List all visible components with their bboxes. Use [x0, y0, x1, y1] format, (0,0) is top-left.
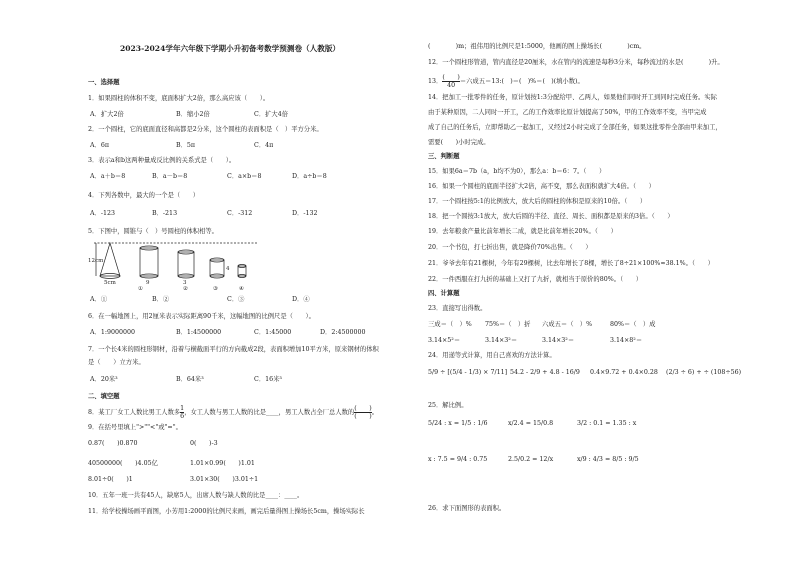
- q23-item-3: 六成五＝（ ）%: [542, 321, 593, 328]
- q13-fraction: $\frac{( )}{40}$: [442, 74, 460, 89]
- fig-label-diameter: 5cm: [104, 280, 116, 286]
- fig-num-4: ④: [239, 286, 244, 292]
- fig-label-height: 12cm: [88, 258, 104, 264]
- q14-line-1: 14．把加工一批零件的任务，原计划按1:3分配给甲、乙两人，如果他们同时开工到同时完成任务。实际: [428, 94, 717, 101]
- q9-item-5: 8.01÷0( )1: [88, 476, 133, 483]
- q9-item-1: 0.87( )0.870: [88, 440, 138, 447]
- section-calc: 四、计算题: [428, 290, 460, 297]
- q4-option-b: B．-213: [152, 210, 178, 217]
- q5-text: 5．下图中，圆锥与（ ）号圆柱的体积相等。: [88, 228, 218, 235]
- q2-option-b: B．5π: [176, 142, 196, 149]
- fig-label-4: 4: [226, 266, 230, 272]
- q7-text-1: 7．一个长4米的圆柱形钢材，沿着与横截面平行的方向截成2段，表面积增加10平方米，原来钢材的体积: [88, 346, 379, 353]
- q9-item-3: 40500000( )4.05亿: [88, 460, 158, 467]
- q1-option-b: B．缩小2倍: [176, 111, 210, 118]
- q23-text: 23．直接写出得数。: [428, 305, 487, 312]
- q3-option-d: D．a÷b＝8: [292, 173, 327, 180]
- q24-expr-4: (2/3 ÷ 6) + ÷ (108÷56): [666, 369, 742, 376]
- q25-eq-6: x/9 : 4/3 = 8/5 : 9/5: [577, 456, 639, 463]
- q9-item-4: 1.01×0.99( )1.01: [190, 460, 255, 467]
- q6-text: 6．在一幅地图上，用2厘米表示实际距离90千米，这幅地图的比例尺是（ ）。: [88, 313, 315, 320]
- q9-item-2: 0( )-3: [190, 440, 218, 447]
- fig-label-9: 9: [146, 280, 150, 286]
- section-fill: 二、填空题: [88, 393, 120, 400]
- q20-text: 20．一个书包，打七折出售，就是降价70%出售。（ ）: [428, 244, 592, 251]
- q23-item-7: 3.14×3²＝: [542, 337, 575, 344]
- q19-text: 19．去年粮食产量比前年增长二成，就是比前年增长20%。（ ）: [428, 228, 617, 235]
- q9-text: 9．在括号里填上">""<"或"="。: [88, 424, 182, 431]
- q14-line-2: 由于某种原因，二人同时一开工，乙的工作效率比原计划提高了50%，甲的工作效率不变，当甲完成: [428, 109, 707, 116]
- page-title: 2023-2024学年六年级下学期小升初备考数学预测卷（人教版）: [119, 44, 341, 53]
- q8-fraction: $\frac{1}{6}$: [180, 405, 185, 420]
- q2-text: 2．一个圆柱，它的底面直径和高都是2分米，这个圆柱的表面积是（ ）平方分米。: [88, 126, 323, 133]
- q1-option-c: C．扩大4倍: [254, 111, 289, 118]
- section-choice: 一、选择题: [88, 79, 120, 86]
- q16-text: 16．如果一个圆柱的底面半径扩大2倍，高不变，那么表面积就扩大4倍。（ ）: [428, 183, 655, 190]
- q25-eq-4: x : 7.5 = 9/4 : 0.75: [428, 456, 488, 463]
- q23-item-1: 三成＝（ ）%: [428, 321, 472, 328]
- q23-item-2: 75%＝（ ）折: [485, 321, 531, 328]
- cylinder-1: [140, 248, 158, 276]
- q4-option-a: A．-123: [90, 210, 115, 217]
- q1-option-a: A．扩大2倍: [90, 111, 124, 118]
- q4-option-d: D．-132: [292, 210, 318, 217]
- q24-expr-2: 54.2 - 2/9 + 4.8 - 16/9: [510, 369, 580, 376]
- q6-option-c: C．1:45000: [254, 329, 292, 336]
- q14-line-3: 成了自己的任务后，立即帮助乙一起加工，又经过2小时完成了全部任务，如果这批零件全部由甲来加工，: [428, 124, 722, 131]
- q4-text: 4．下列各数中，最大的一个是（ ）: [88, 192, 200, 199]
- q23-item-4: 80%＝（ ）成: [610, 321, 656, 328]
- q11-text: 11．给学校操场画平面图，小芳用1:2000的比例尺来画，画完后量得图上操场长5cm，操场实际长: [88, 508, 365, 515]
- q1-text: 1．如果圆柱的体积不变，底面积扩大2倍，那么高应该（ ）。: [88, 95, 270, 102]
- q7-option-a: A．20米³: [90, 376, 118, 383]
- q8-blank-fraction: $\frac{( )}{( )}$: [354, 405, 372, 420]
- q25-eq-5: 2.5/0.2 = 12/x: [508, 456, 554, 463]
- q6-option-b: B．1:4500000: [176, 329, 222, 336]
- q22-text: 22．一件西服在打九折的基础上又打了九折，就相当于原价的80%。（ ）: [428, 276, 643, 283]
- cylinder-3: [210, 260, 224, 276]
- q3-option-b: B．a－b＝8: [152, 173, 188, 180]
- fig-label-3: 3: [183, 280, 187, 286]
- q23-item-5: 3.14×5²＝: [428, 337, 461, 344]
- q10-text: 10．五年一班一共有45人，缺席5人，出席人数与缺人数的比是____：____。: [88, 492, 304, 499]
- q5-option-d: D．④: [292, 296, 310, 303]
- q7-option-c: C．16米³: [254, 376, 282, 383]
- q3-text: 3．表示a和b这两种量成反比例的关系式是（ ）。: [88, 157, 236, 164]
- q4-option-c: C．-312: [227, 210, 253, 217]
- cone-cylinder-figure: [88, 238, 268, 286]
- q14-line-4: 需要( )小时完成。: [428, 139, 490, 146]
- fig-num-1: ①: [138, 286, 143, 292]
- q12-text: 12．一个圆柱形管道，管内直径是20厘米，水在管内的流速是每秒3分米，每秒流过的水是( )升。: [428, 59, 724, 66]
- q5-option-c: C．③: [227, 296, 245, 303]
- q25-eq-1: 5/24 : x = 1/5 : 1/6: [428, 420, 488, 427]
- q7-text-2: 是（ ）立方米。: [88, 359, 145, 366]
- q9-item-6: 3.01×30( )3.01÷1: [190, 476, 259, 483]
- q25-eq-2: x/2.4 = 15/0.8: [508, 420, 554, 427]
- q5-option-b: B．②: [152, 296, 170, 303]
- q21-text: 21．爷爷去年有21棵树，今年有29棵树，比去年增长了8棵，增长了8÷21×100%≈38.1%。（ ）: [428, 260, 714, 267]
- q2-option-c: C．4π: [254, 142, 274, 149]
- q8-text: 8．某工厂女工人数比男工人数多 $\frac{1}{6}$ ，女工人数与男工人数的比是____，男工人数占全厂总人数的 $\frac{( )}{( )}$ 。: [88, 405, 379, 420]
- q24-expr-1: 5/9 ÷ [(5/4 - 1/3) × 7/11]: [428, 369, 508, 376]
- q18-text: 18．把一个圆按3:1放大，放大后圆的半径、直径、周长、面积都是原来的3倍。（ ）: [428, 213, 674, 220]
- q11-continued: ( )m；祖伟用的比例尺是1:5000，他画的图上操场长( )cm。: [428, 43, 646, 50]
- q24-text: 24．用递等式计算，用自己喜欢的方法计算。: [428, 352, 556, 359]
- q25-eq-3: 3/2 : 0.1 = 1.35 : x: [577, 420, 637, 427]
- q25-text: 25．解比例。: [428, 402, 468, 409]
- q2-option-a: A．6π: [90, 142, 109, 149]
- q13-text: 13． $\frac{( )}{40}$ ＝六成五＝13:( )＝( )%＝( )(填小数)。: [428, 74, 584, 89]
- q7-option-b: B．64米³: [176, 376, 204, 383]
- q15-text: 15．如果6a＝7b（a，b均不为0），那么a：b＝6：7。（ ）: [428, 168, 606, 175]
- q26-text: 26．求下面图形的表面积。: [428, 505, 506, 512]
- q24-expr-3: 0.4×9.72 + 0.4×0.28: [590, 369, 658, 376]
- q3-option-a: A．a＋b＝8: [90, 173, 126, 180]
- q5-option-a: A．①: [90, 296, 108, 303]
- cylinder-2: [178, 252, 194, 276]
- q6-option-d: D．2:4500000: [320, 329, 366, 336]
- q23-item-8: 3.14×8²＝: [610, 337, 643, 344]
- q3-option-c: C．a×b＝8: [227, 173, 262, 180]
- fig-num-2: ②: [183, 286, 188, 292]
- fig-num-3: ③: [213, 286, 218, 292]
- q17-text: 17．一个圆柱按5:1的比例放大，放大后的圆柱的体积是原来的10倍。（ ）: [428, 198, 647, 205]
- q6-option-a: A．1:9000000: [90, 329, 136, 336]
- section-judge: 三、判断题: [428, 153, 460, 160]
- q23-item-6: 3.14×3²＝: [485, 337, 518, 344]
